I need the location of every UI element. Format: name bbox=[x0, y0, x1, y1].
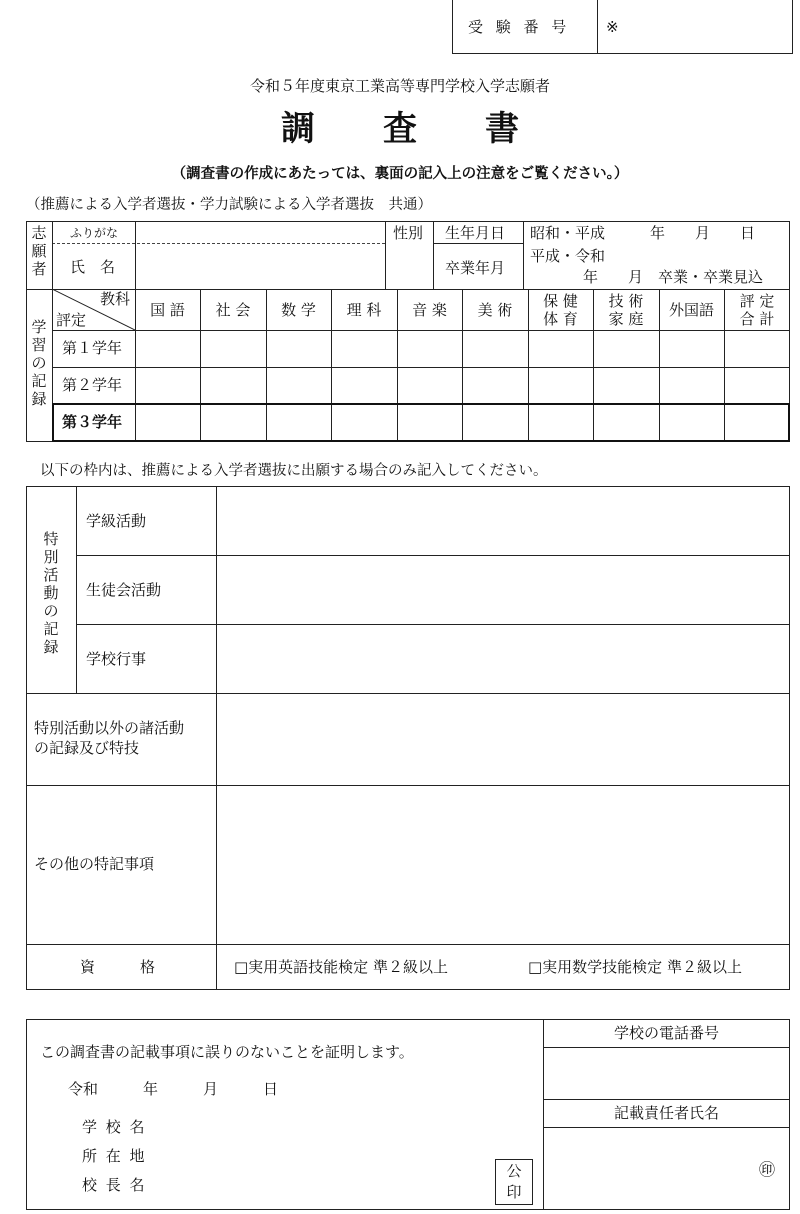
suken-checkbox[interactable]: □実用数学技能検定 準２級以上 bbox=[528, 958, 742, 976]
school-phone-label: 学校の電話番号 bbox=[613, 1024, 719, 1042]
name-field[interactable] bbox=[137, 245, 383, 287]
subject-header-art: 美 術 bbox=[477, 300, 513, 319]
qualification-label: 資 格 bbox=[80, 958, 156, 976]
school-name-label: 学 校 名 bbox=[82, 1118, 147, 1136]
other-activities-label-line1: 特別活動以外の諸活動 bbox=[34, 719, 185, 737]
form-subtitle: 令和５年度東京工業高等専門学校入学志願者 bbox=[249, 77, 550, 95]
form-note: （調査書の作成にあたっては、裏面の記入上の注意をご覧ください。） bbox=[171, 166, 629, 182]
official-seal-char-2: 印 bbox=[506, 1183, 522, 1201]
birth-date-label: 生年月日 bbox=[445, 224, 506, 242]
gender-label: 性別 bbox=[393, 224, 424, 242]
exam-number-divider bbox=[597, 0, 598, 54]
official-seal-char-1: 公 bbox=[506, 1162, 522, 1180]
subject-header-science: 理 科 bbox=[346, 300, 382, 319]
subject-header-foreign-language: 外国語 bbox=[668, 300, 714, 319]
exam-number-label: 受 験 番 号 bbox=[468, 18, 571, 36]
school-phone-field[interactable] bbox=[545, 1049, 788, 1098]
class-activities-label: 学級活動 bbox=[86, 512, 147, 530]
class-activities-field[interactable] bbox=[218, 488, 788, 554]
other-notes-label: その他の特記事項 bbox=[34, 855, 155, 873]
subject-header-music: 音 楽 bbox=[412, 300, 447, 319]
form-common-note: （推薦による入学者選抜・学力試験による入学者選抜 共通） bbox=[26, 197, 432, 213]
birth-date-value[interactable]: 昭和・平成 年 月 日 bbox=[530, 224, 756, 242]
furigana-field[interactable] bbox=[137, 223, 383, 242]
subject-header-pe: 保 健 体 育 bbox=[543, 291, 578, 328]
exam-number-field[interactable]: ※ bbox=[606, 18, 619, 36]
graduation-date-status[interactable]: 年 月 卒業・卒業見込 bbox=[583, 268, 764, 286]
row-label-second-year: 第２学年 bbox=[62, 376, 123, 394]
grades-section-label: 学 習 の 記 録 bbox=[31, 318, 47, 408]
third-year-row-highlight bbox=[52, 403, 790, 442]
subject-header-social: 社 会 bbox=[215, 300, 251, 319]
student-council-label: 生徒会活動 bbox=[86, 581, 162, 599]
writer-name-field[interactable] bbox=[545, 1129, 788, 1208]
furigana-label: ふりがな bbox=[70, 226, 119, 240]
eiken-checkbox[interactable]: □実用英語技能検定 準２級以上 bbox=[234, 958, 448, 976]
principal-label: 校 長 名 bbox=[82, 1176, 147, 1194]
graduation-label: 卒業年月 bbox=[445, 259, 506, 277]
certification-date[interactable]: 令和 年 月 日 bbox=[68, 1080, 279, 1098]
gender-field[interactable] bbox=[387, 245, 431, 287]
special-section-label: 特 別 活 動 の 記 録 bbox=[43, 530, 59, 656]
row-label-first-year: 第１学年 bbox=[62, 339, 123, 357]
subject-header-math: 数 学 bbox=[281, 300, 316, 319]
subject-header-rating-total: 評 定 合 計 bbox=[739, 291, 775, 328]
student-council-field[interactable] bbox=[218, 557, 788, 623]
graduation-era[interactable]: 平成・令和 bbox=[530, 247, 606, 265]
row-label-third-year: 第３学年 bbox=[62, 413, 123, 431]
writer-name-label: 記載責任者氏名 bbox=[613, 1104, 719, 1122]
school-events-label: 学校行事 bbox=[86, 650, 147, 668]
other-activities-label-line2: の記録及び特技 bbox=[34, 739, 140, 757]
subject-header-tech-home: 技 術 家 庭 bbox=[608, 291, 644, 328]
name-label: 氏 名 bbox=[70, 258, 116, 276]
other-activities-field[interactable] bbox=[218, 695, 788, 784]
applicant-section-label: 志 願 者 bbox=[31, 224, 47, 278]
certification-statement: この調査書の記載事項に誤りのないことを証明します。 bbox=[40, 1043, 414, 1061]
address-label: 所 在 地 bbox=[82, 1147, 147, 1165]
form-title: 調 査 書 bbox=[281, 109, 519, 149]
writer-seal-icon: ㊞ bbox=[759, 1160, 776, 1179]
corner-rating-label: 評定 bbox=[56, 311, 87, 329]
school-events-field[interactable] bbox=[218, 626, 788, 692]
other-notes-field[interactable] bbox=[218, 787, 788, 943]
recommend-note: 以下の枠内は、推薦による入学者選抜に出願する場合のみ記入してください。 bbox=[40, 463, 548, 479]
subject-header-japanese: 国 語 bbox=[150, 300, 185, 319]
corner-subject-label: 教科 bbox=[100, 290, 131, 308]
